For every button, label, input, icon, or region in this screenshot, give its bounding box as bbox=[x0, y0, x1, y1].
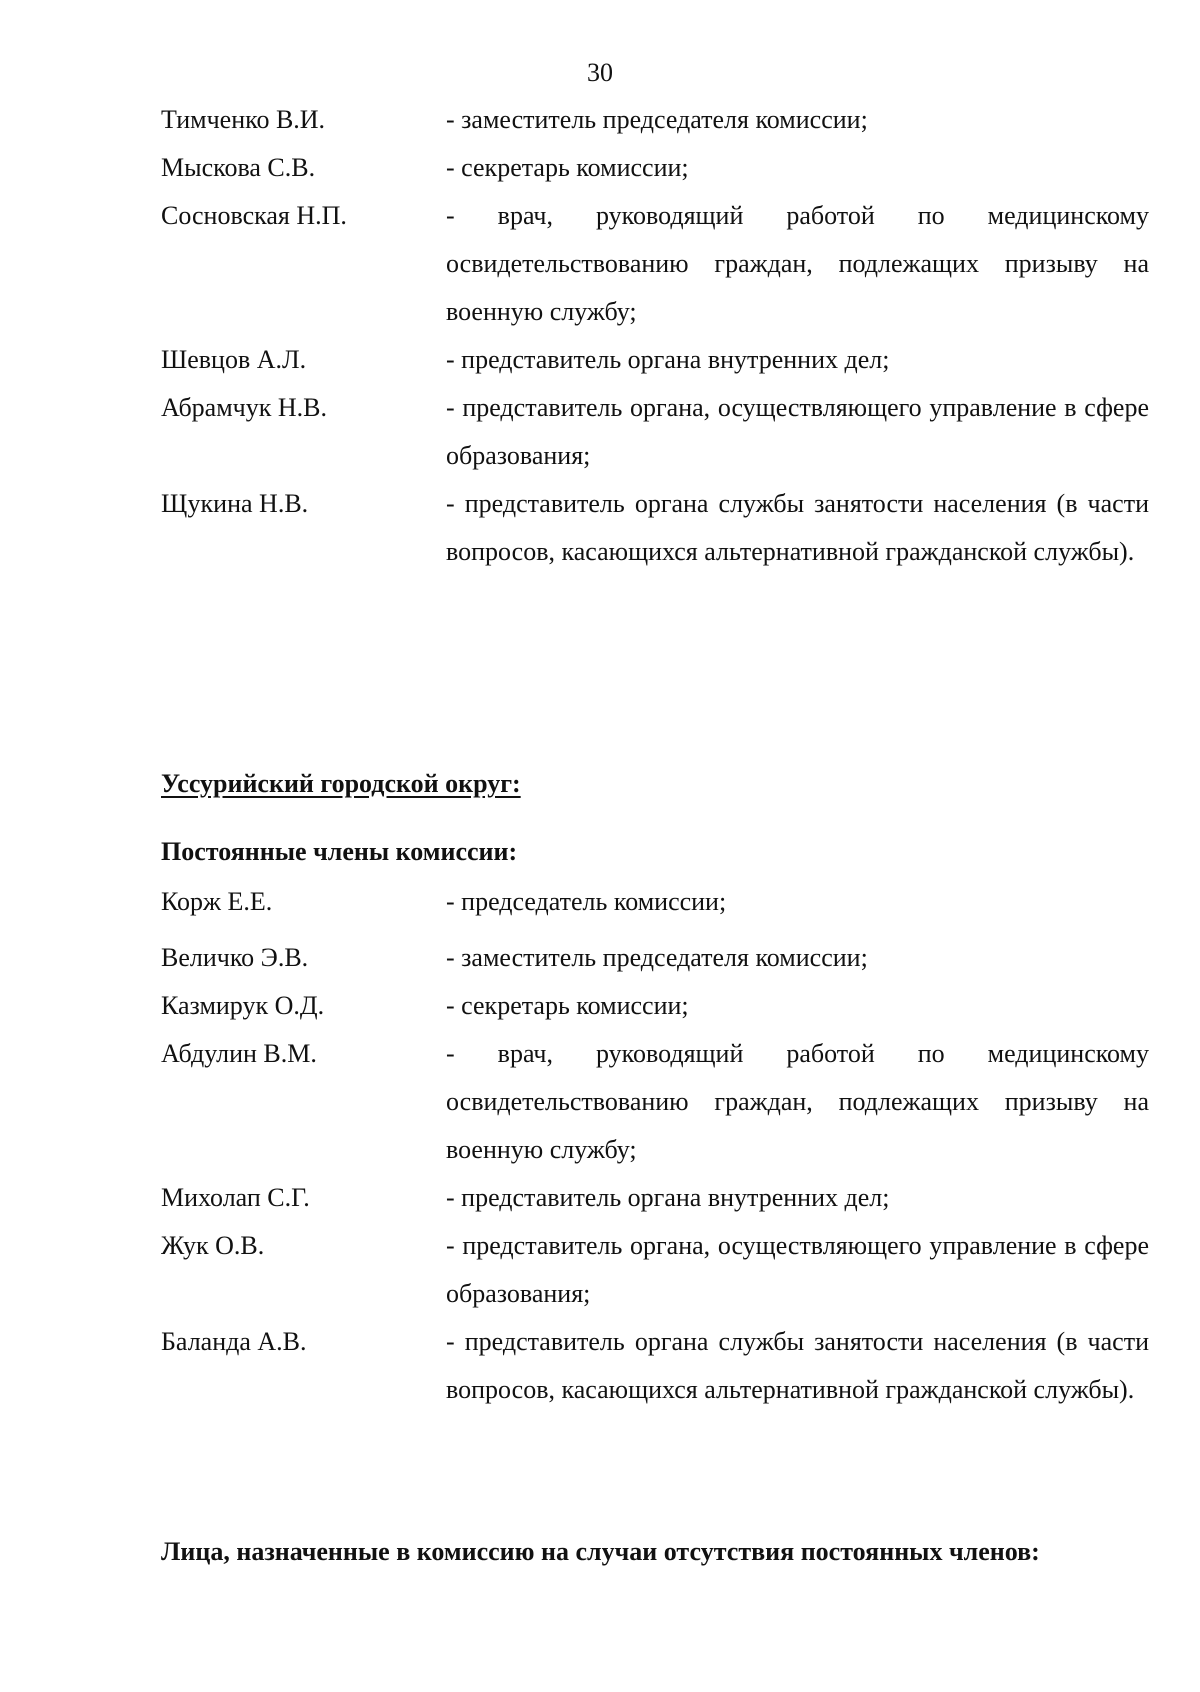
list-item bbox=[161, 384, 1149, 480]
member-role: - заместитель председателя комиссии; bbox=[446, 105, 868, 134]
member-role: - представитель органа внутренних дел; bbox=[446, 345, 890, 374]
member-role: - врач, руководящий работой по медицинскому освидетельствованию граждан, подлежащих призыву на военную службу; bbox=[446, 1039, 1149, 1164]
member-role: - секретарь комиссии; bbox=[446, 153, 689, 182]
list-item bbox=[161, 1222, 1149, 1318]
list-item bbox=[161, 144, 1149, 192]
list-item bbox=[161, 480, 1149, 576]
district-title: Уссурийский городской округ: bbox=[161, 769, 521, 798]
member-name: Мыскова С.В. bbox=[161, 153, 316, 182]
member-name: Казмирук О.Д. bbox=[161, 991, 325, 1020]
member-name: Абдулин В.М. bbox=[161, 1039, 317, 1068]
member-name: Михолап С.Г. bbox=[161, 1183, 310, 1212]
member-role: - представитель органа службы занятости населения (в части вопросов, касающихся альтернативной гражданской службы). bbox=[446, 1327, 1149, 1404]
member-name: Абрамчук Н.В. bbox=[161, 393, 328, 422]
member-name: Корж Е.Е. bbox=[161, 887, 273, 916]
list-item bbox=[161, 336, 1149, 384]
list-item bbox=[161, 934, 1149, 982]
member-name: Тимченко В.И. bbox=[161, 105, 326, 134]
list-item bbox=[161, 1030, 1149, 1174]
substitutes-title: Лица, назначенные в комиссию на случаи отсутствия постоянных членов: bbox=[161, 1537, 1040, 1566]
member-list-ussuriysk bbox=[161, 878, 1149, 1414]
member-role: - представитель органа, осуществляющего управление в сфере образования; bbox=[446, 1231, 1149, 1308]
member-role: - председатель комиссии; bbox=[446, 887, 727, 916]
list-item bbox=[161, 96, 1149, 144]
member-role: - представитель органа внутренних дел; bbox=[446, 1183, 890, 1212]
list-item bbox=[161, 1174, 1149, 1222]
page-number: 30 bbox=[587, 58, 613, 87]
list-item bbox=[161, 878, 1149, 926]
member-role: - секретарь комиссии; bbox=[446, 991, 689, 1020]
member-name: Величко Э.В. bbox=[161, 943, 309, 972]
member-name: Сосновская Н.П. bbox=[161, 201, 347, 230]
list-item bbox=[161, 1318, 1149, 1414]
permanent-members-title: Постоянные члены комиссии: bbox=[161, 837, 518, 866]
member-name: Щукина Н.В. bbox=[161, 489, 309, 518]
list-item bbox=[161, 982, 1149, 1030]
member-name: Шевцов А.Л. bbox=[161, 345, 307, 374]
member-list-previous-district bbox=[161, 96, 1149, 576]
member-role: - врач, руководящий работой по медицинскому освидетельствованию граждан, подлежащих призыву на военную службу; bbox=[446, 201, 1149, 326]
member-name: Жук О.В. bbox=[161, 1231, 265, 1260]
member-role: - заместитель председателя комиссии; bbox=[446, 943, 868, 972]
list-item bbox=[161, 192, 1149, 336]
member-role: - представитель органа службы занятости населения (в части вопросов, касающихся альтернативной гражданской службы). bbox=[446, 489, 1149, 566]
member-role: - представитель органа, осуществляющего управление в сфере образования; bbox=[446, 393, 1149, 470]
member-name: Баланда А.В. bbox=[161, 1327, 307, 1356]
